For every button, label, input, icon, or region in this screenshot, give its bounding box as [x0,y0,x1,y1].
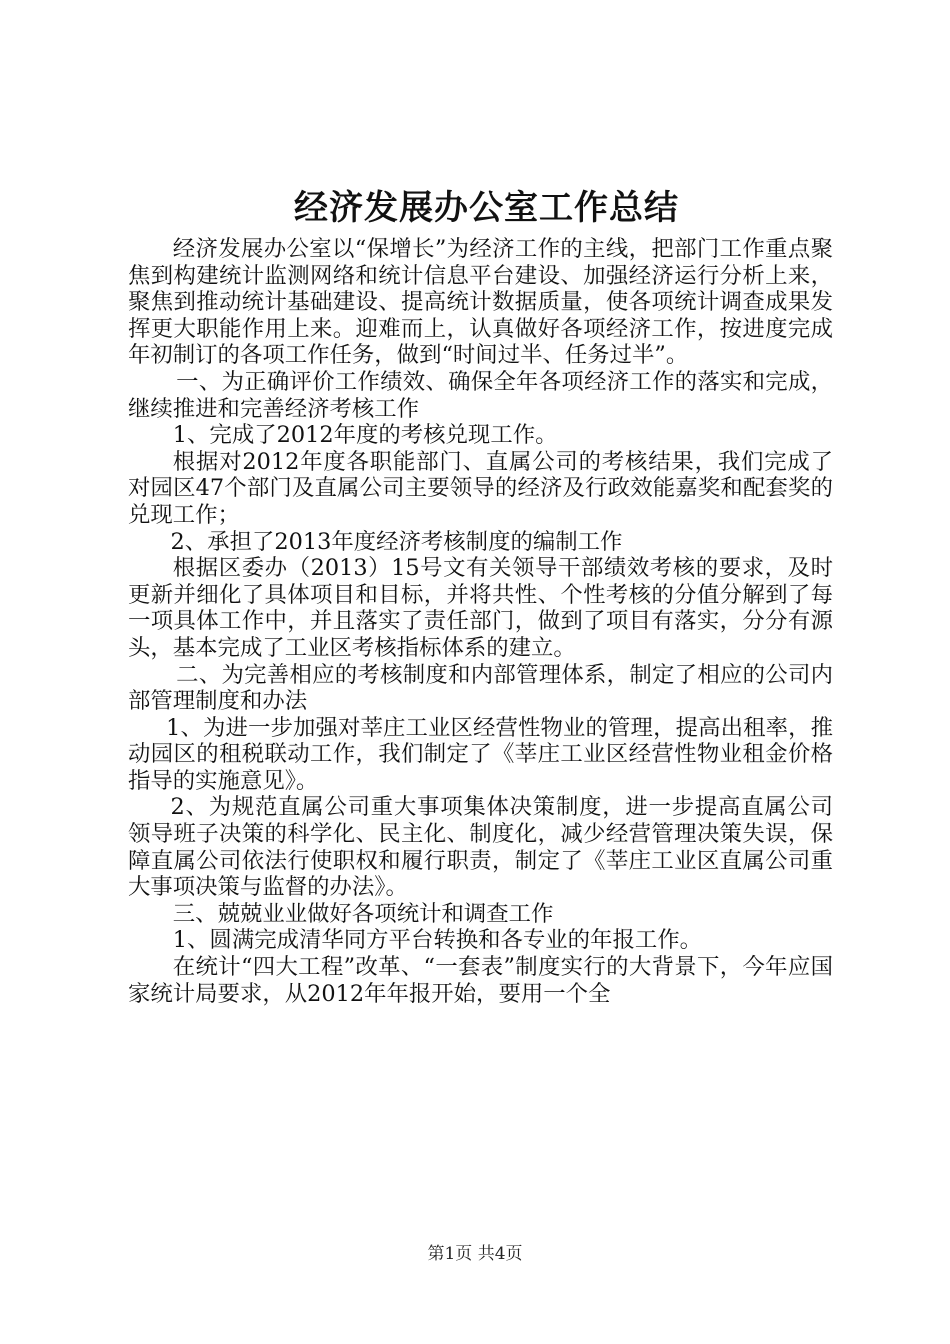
page-footer: 第1页 共4页 [427,1244,523,1264]
section-heading-2: 二、为完善相应的考核制度和内部管理体系，制定了相应的公司内部管理制度和办法 [128,661,833,715]
item-heading-3-1: 1、圆满完成清华同方平台转换和各专业的年报工作。 [172,927,703,954]
item-2-1: 1、为进一步加强对莘庄工业区经营性物业的管理，提高出租率，推动园区的租税联动工作，我们制定了《莘庄工业区经营性物业租金价格指导的实施意见》。 [128,714,833,794]
document-body [128,236,833,1007]
section-heading-1: 一、为正确评价工作绩效、确保全年各项经济工作的落实和完成，继续推进和完善经济考核工作 [128,368,833,422]
item-2-2: 2、为规范直属公司重大事项集体决策制度，进一步提高直属公司领导班子决策的科学化、民主化、制度化，减少经营管理决策失误，保障直属公司依法行使职权和履行职责，制定了《莘庄工业区直属公司重大事项决策与监督的办法》。 [128,794,833,901]
paragraph-intro: 经济发展办公室以“保增长”为经济工作的主线，把部门工作重点聚焦到构建统计监测网络和统计信息平台建设、加强经济运行分析上来，聚焦到推动统计基础建设、提高统计数据质量，使各项统计调查成果发挥更大职能作用上来。迎难而上，认真做好各项经济工作，按进度完成年初制订的各项工作任务，做到“时间过半、任务过半”。 [128,236,833,369]
item-heading-1-2: 2、承担了2013年度经济考核制度的编制工作 [170,528,623,555]
paragraph-1-1: 根据对2012年度各职能部门、直属公司的考核结果，我们完成了对园区47个部门及直属公司主要领导的经济及行政效能嘉奖和配套奖的兑现工作； [128,448,833,528]
section-heading-3: 三、兢兢业业做好各项统计和调查工作 [172,900,554,927]
paragraph-3-1: 在统计“四大工程”改革、“一套表”制度实行的大背景下，今年应国家统计局要求，从2012年年报开始，要用一个全 [128,954,833,1007]
paragraph-1-2: 根据区委办（2013）15号文有关领导干部绩效考核的要求，及时更新并细化了具体项目和目标，并将共性、个性考核的分值分解到了每一项具体工作中，并且落实了责任部门，做到了项目有落实，分分有源头，基本完成了工业区考核指标体系的建立。 [128,555,833,661]
item-heading-1-1: 1、完成了2012年度的考核兑现工作。 [172,422,558,449]
document-page [128,180,833,1007]
document-title: 经济发展办公室工作总结 [294,188,679,228]
